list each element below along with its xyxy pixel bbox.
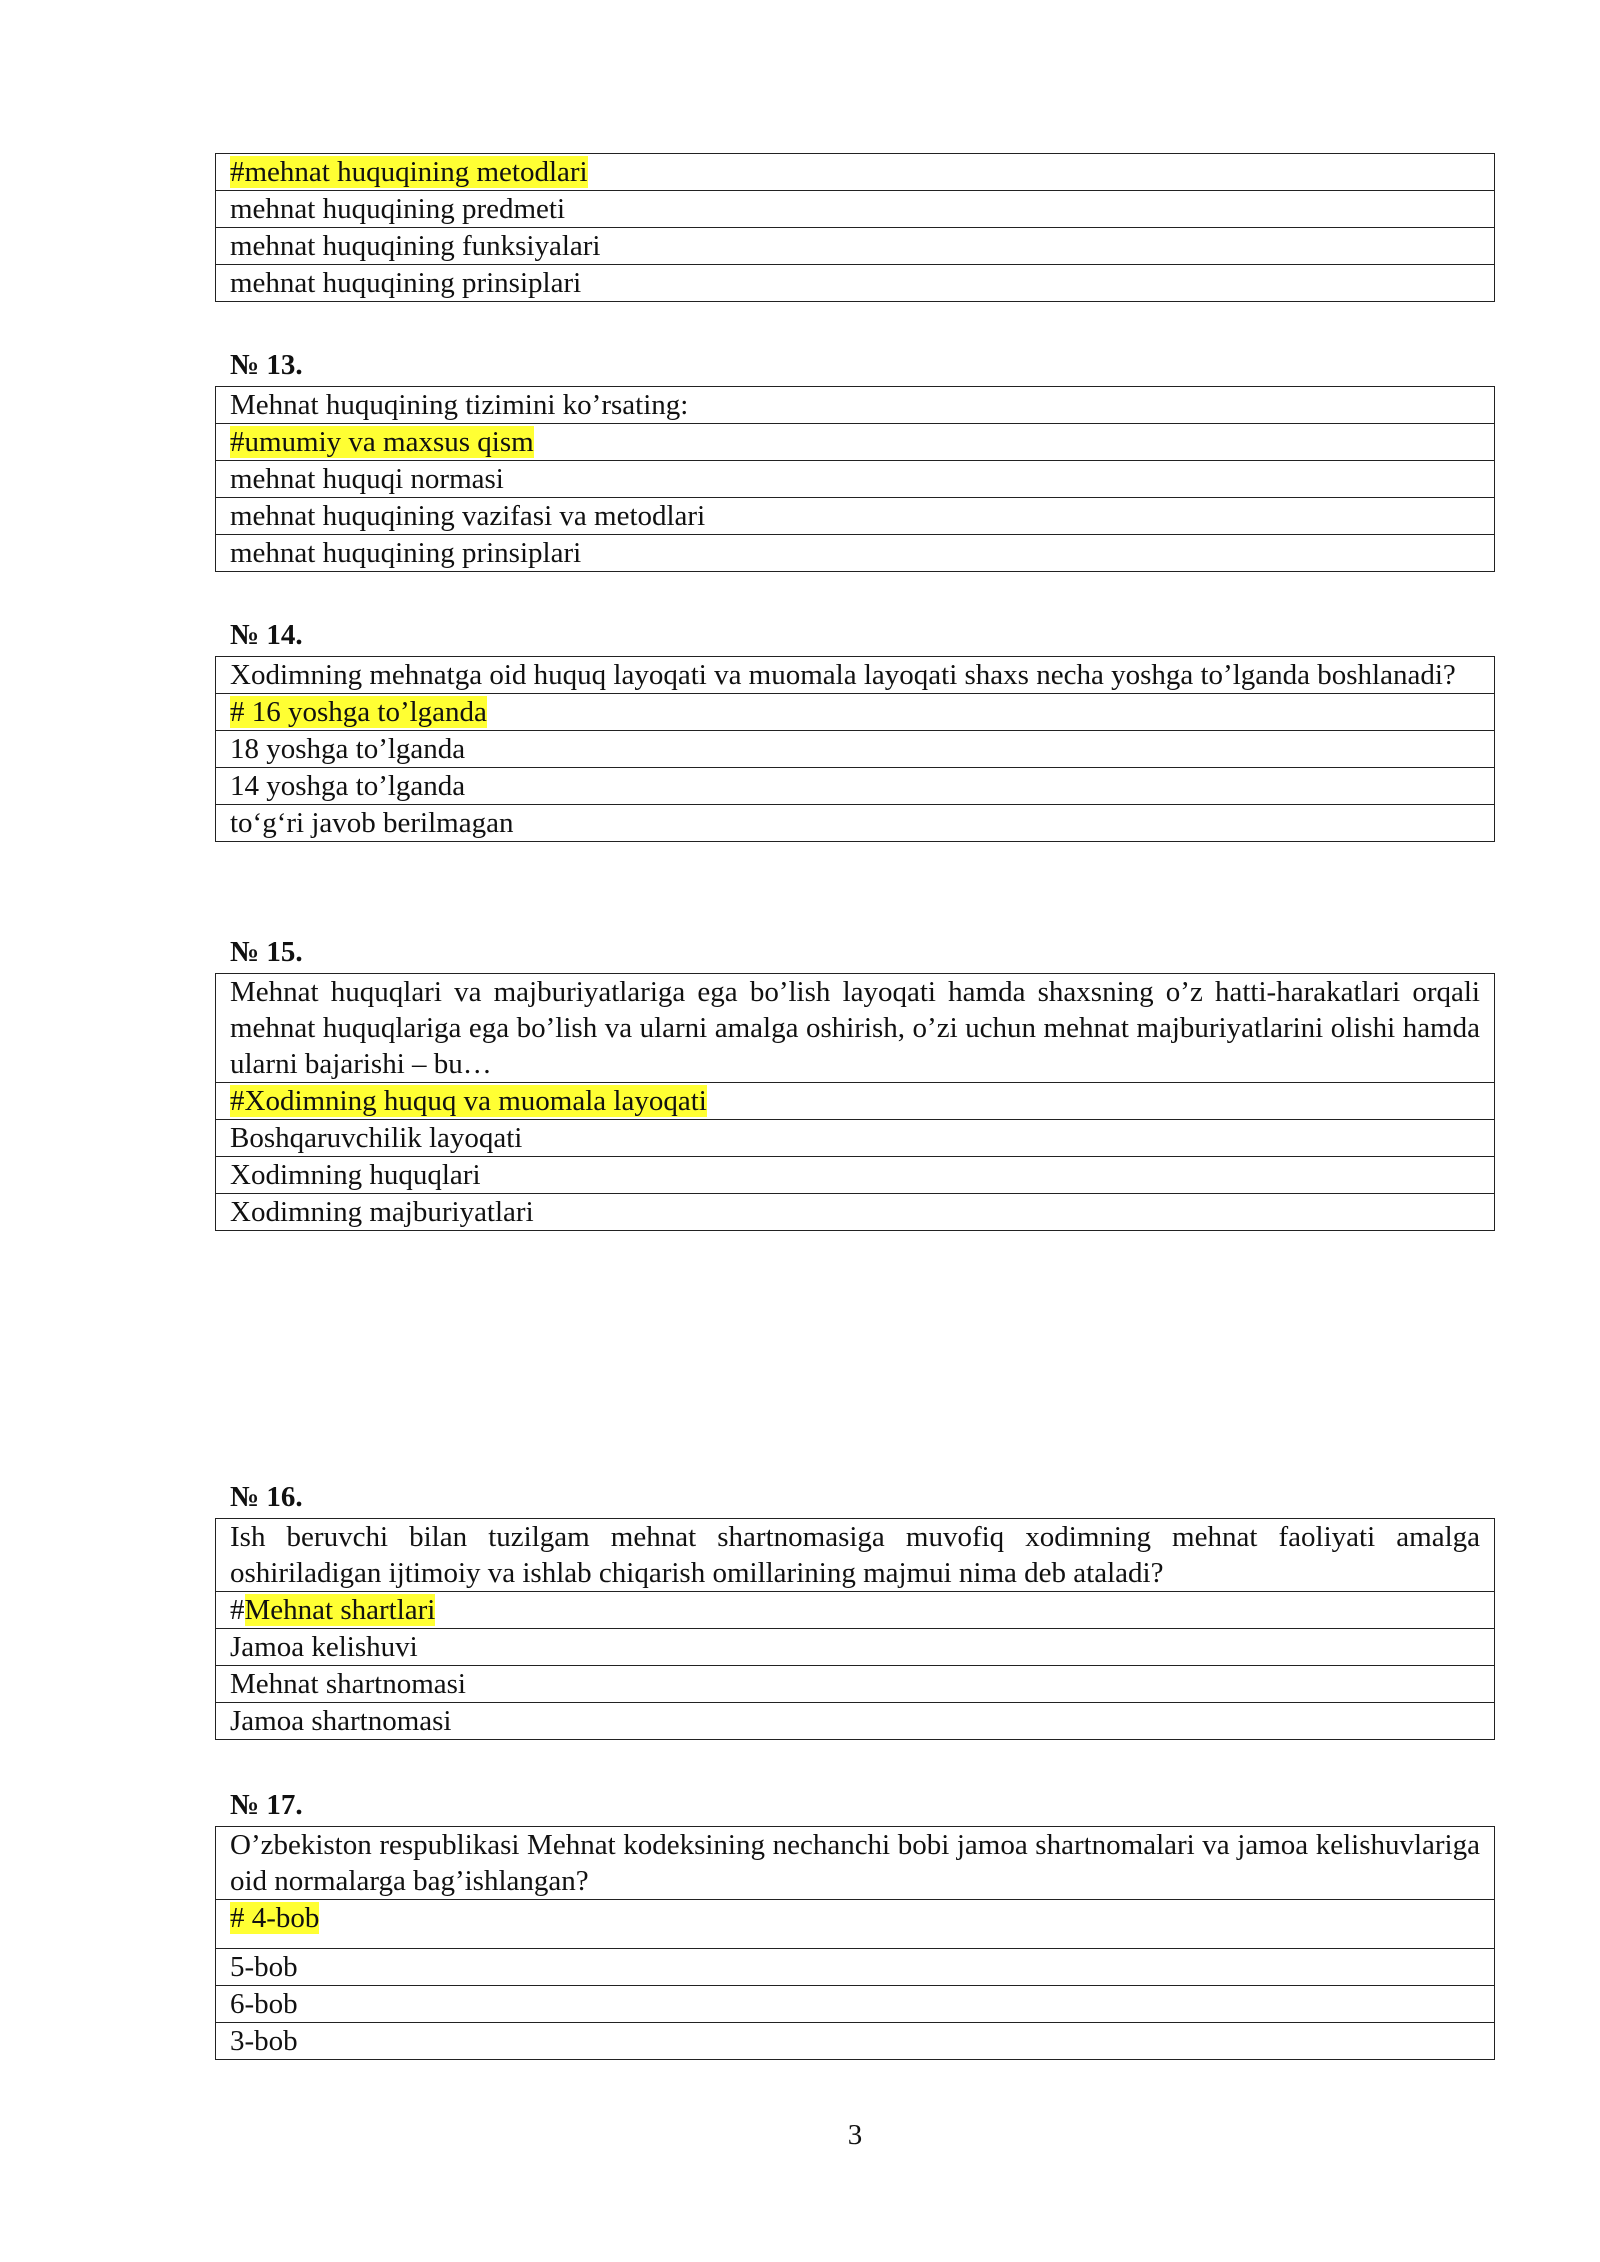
- answer-row: [216, 768, 1495, 805]
- correct-answer: #Xodimning huquq va muomala layoqati: [230, 1085, 707, 1117]
- answer-option: Mehnat shartnomasi: [216, 1666, 1495, 1703]
- correct-answer: #umumiy va maxsus qism: [230, 426, 534, 458]
- answer-row: [216, 535, 1495, 572]
- question-number: № 13.: [230, 349, 303, 381]
- answer-row: [216, 1986, 1495, 2023]
- question-text: Ish beruvchi bilan tuzilgam mehnat shartnomasiga muvofiq xodimning mehnat faoliyati amalga oshiriladigan ijtimoiy va ishlab chiqarish omillarining majmui nima deb ataladi?: [216, 1519, 1495, 1592]
- page-number: 3: [847, 2119, 863, 2151]
- answer-row: [216, 731, 1495, 768]
- question-row: [216, 1519, 1495, 1592]
- answer-row: [216, 1592, 1495, 1629]
- answer-option: to‘g‘ri javob berilmagan: [216, 805, 1495, 842]
- answer-option: mehnat huquqining vazifasi va metodlari: [216, 498, 1495, 535]
- answer-option: mehnat huquqining prinsiplari: [216, 535, 1495, 572]
- answer-row: [216, 1194, 1495, 1231]
- answer-row: [216, 424, 1495, 461]
- answer-option: Jamoa shartnomasi: [216, 1703, 1495, 1740]
- answer-row: [216, 498, 1495, 535]
- answer-row: [216, 461, 1495, 498]
- answer-row: [216, 1666, 1495, 1703]
- question-16: [215, 1480, 1495, 1740]
- question-number: № 14.: [230, 619, 303, 651]
- answer-option: 18 yoshga to’lganda: [216, 731, 1495, 768]
- answer-row: [216, 1949, 1495, 1986]
- question-row: [216, 387, 1495, 424]
- answer-row: [216, 1083, 1495, 1120]
- question-fragment: [215, 153, 1495, 302]
- question-table: [215, 1826, 1495, 2060]
- question-number: № 15.: [230, 936, 303, 968]
- question-14: [215, 618, 1495, 842]
- answer-option: Xodimning majburiyatlari: [216, 1194, 1495, 1231]
- answer-option: 3-bob: [216, 2023, 1495, 2060]
- answer-row: [216, 1900, 1495, 1949]
- question-row: [216, 974, 1495, 1083]
- answer-marker: #: [230, 1594, 245, 1626]
- question-15: [215, 935, 1495, 1231]
- question-text: Mehnat huquqlari va majburiyatlariga ega bo’lish layoqati hamda shaxsning o’z hatti-harakatlari orqali mehnat huquqlariga ega bo’lish va ularni amalga oshirish, o’zi uchun mehnat majburiyatlarini olishi hamda ularni bajarishi – bu…: [216, 974, 1495, 1083]
- answer-option: mehnat huquqining funksiyalari: [216, 228, 1495, 265]
- answer-row: [216, 154, 1495, 191]
- correct-answer: # 4-bob: [230, 1902, 320, 1934]
- question-row: [216, 1827, 1495, 1900]
- answer-option: Xodimning huquqlari: [216, 1157, 1495, 1194]
- answer-option: 6-bob: [216, 1986, 1495, 2023]
- question-number: № 17.: [230, 1789, 303, 1821]
- answer-row: [216, 1629, 1495, 1666]
- question-table: [215, 386, 1495, 572]
- answer-option: Jamoa kelishuvi: [216, 1629, 1495, 1666]
- answer-row: [216, 1703, 1495, 1740]
- question-table: [215, 973, 1495, 1231]
- question-text: O’zbekiston respublikasi Mehnat kodeksining nechanchi bobi jamoa shartnomalari va jamoa kelishuvlariga oid normalarga bag’ishlangan?: [216, 1827, 1495, 1900]
- answer-option: mehnat huquqining predmeti: [216, 191, 1495, 228]
- answer-row: [216, 694, 1495, 731]
- answer-row: [216, 2023, 1495, 2060]
- answer-option: Boshqaruvchilik layoqati: [216, 1120, 1495, 1157]
- answer-row: [216, 265, 1495, 302]
- question-text: Xodimning mehnatga oid huquq layoqati va muomala layoqati shaxs necha yoshga to’lganda boshlanadi?: [216, 657, 1495, 694]
- question-table: [215, 656, 1495, 842]
- question-text: Mehnat huquqining tizimini ko’rsating:: [216, 387, 1495, 424]
- question-number: № 16.: [230, 1481, 303, 1513]
- question-13: [215, 348, 1495, 572]
- answer-option: mehnat huquqi normasi: [216, 461, 1495, 498]
- correct-answer: # 16 yoshga to’lganda: [230, 696, 487, 728]
- answer-option: 14 yoshga to’lganda: [216, 768, 1495, 805]
- question-table: [215, 1518, 1495, 1740]
- answer-option: 5-bob: [216, 1949, 1495, 1986]
- answer-row: [216, 228, 1495, 265]
- answer-row: [216, 1120, 1495, 1157]
- answer-row: [216, 1157, 1495, 1194]
- question-17: [215, 1788, 1495, 2060]
- answer-row: [216, 191, 1495, 228]
- answer-option: mehnat huquqining prinsiplari: [216, 265, 1495, 302]
- correct-answer: #mehnat huquqining metodlari: [230, 156, 588, 188]
- correct-answer: Mehnat shartlari: [244, 1594, 436, 1626]
- answer-row: [216, 805, 1495, 842]
- question-row: [216, 657, 1495, 694]
- answer-table: [215, 153, 1495, 302]
